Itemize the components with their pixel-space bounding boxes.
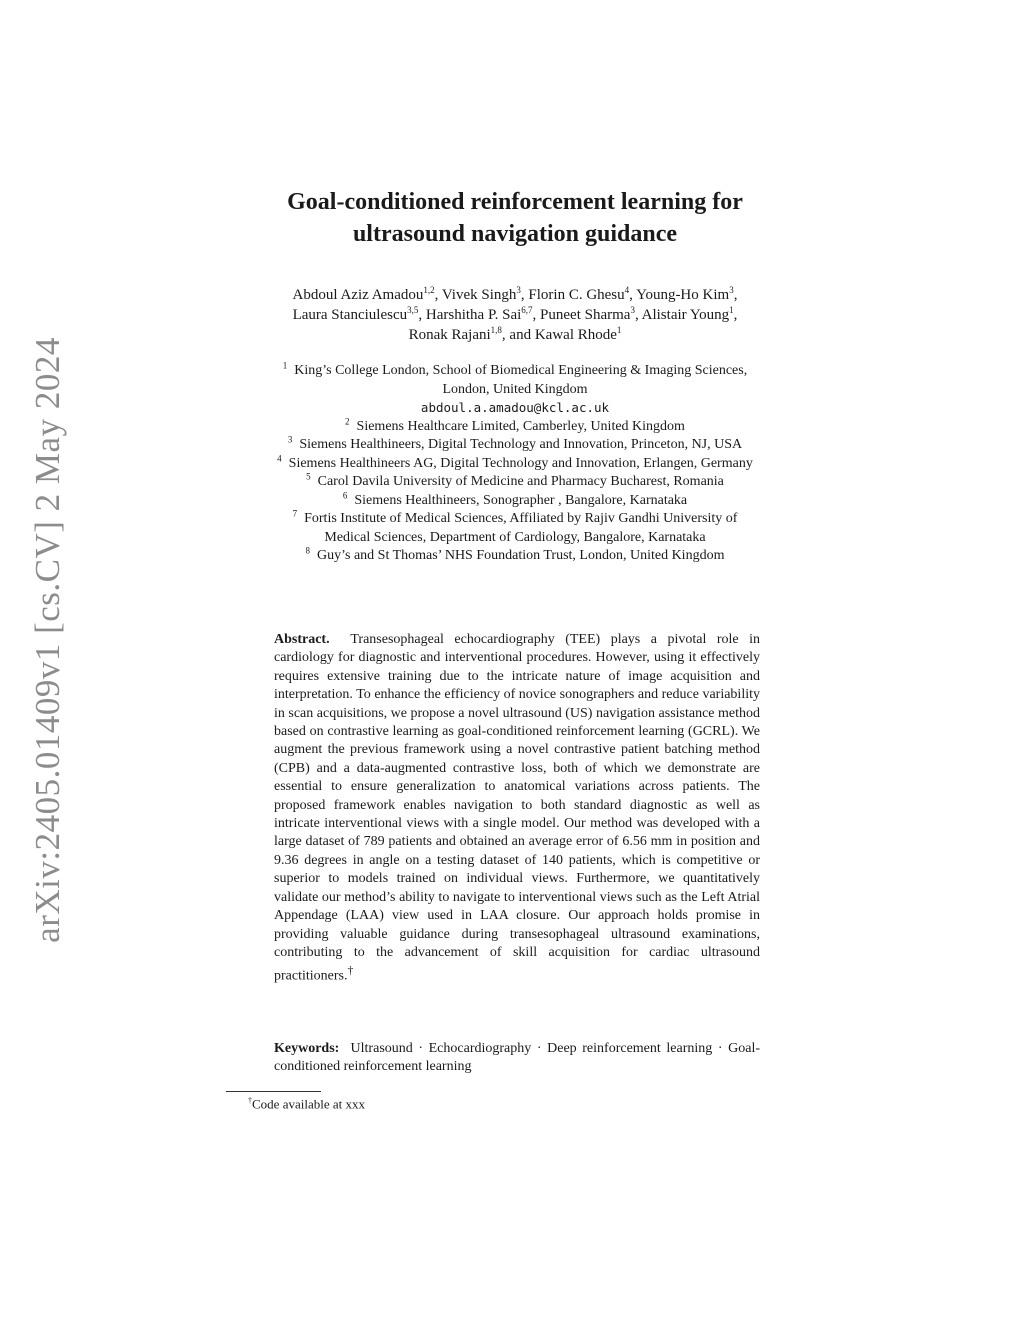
affiliation-1-cont: London, United Kingdom [442,381,588,397]
affil-text: Siemens Healthineers, Digital Technology and Innovation, Princeton, NJ, USA [299,437,743,452]
footnote [248,1096,365,1112]
affil-number: 1 [282,360,288,371]
affil-number: 4 [277,452,282,463]
author-name: Young-Ho Kim [636,287,730,303]
affiliations [160,362,870,566]
affiliation-6 [160,489,870,511]
author-sep: , [418,307,426,323]
author-affil-sup: 1 [616,325,622,335]
author-sep: , [634,307,642,323]
affiliation-1 [160,362,870,381]
author-sep: , [733,287,738,303]
author-affil-sup: 3 [630,305,635,315]
footnote-mark: † [248,1096,252,1105]
authors-line-2 [170,305,860,325]
affil-text: Carol Davila University of Medicine and Pharmacy Bucharest, Romania [317,474,724,489]
arxiv-watermark: arXiv:2405.01409v1 [cs.CV] 2 May 2024 [28,337,67,943]
affil-text: Siemens Healthineers, Sonographer , Bangalore, Karnataka [354,492,688,508]
footnote-text: Code available at xxx [252,1096,365,1112]
title-line-2: ultrasound navigation guidance [352,221,678,247]
affiliation-3 [160,436,870,455]
abstract-dagger: † [347,964,354,978]
keywords [274,1040,760,1077]
author-name: Puneet Sharma [540,307,631,323]
affil-text: Guy’s and St Thomas’ NHS Foundation Trust, London, United Kingdom [317,548,725,563]
affiliation-7 [160,510,870,529]
abstract-text: Transesophageal echocardiography (TEE) plays a pivotal role in cardiology for diagnostic and interventional procedures. However, using it effectively requires extensive training due to the intricate nature of image acquisition and interpretation. To enhance the efficiency of novice sonographers and reduce variability in scan acquisitions, we propose a novel ultrasound (US) navigation assistance method based on contrastive learning as goal-conditioned reinforcement learning (GCRL). We augment the previous framework using a novel contrastive patient batching method (CPB) and a data-augmented contrastive loss, both of which we demonstrate are essential to ensure generalization to anatomical variations across patients. The proposed framework enables navigation to both standard diagnostic as well as intricate interventional views with a single model. Our method was developed with a large dataset of 789 patients and obtained an average error of 6.56 mm in position and 9.36 degrees in angle on a testing dataset of 140 patients, which is competitive or superior to models trained on individual views. Furthermore, we quantitatively validate our method’s ability to navigate to interventional views such as the Left Atrial Appendage (LAA) view used in LAA closure. Our approach holds promise in providing valuable guidance during transesophageal ultrasound examinations, contributing to the advancement of skill acquisition for cardiac ultrasound practitioners. [274,632,761,984]
affiliation-4 [160,452,870,474]
author-name: Abdoul Aziz Amadou [292,287,424,303]
keywords-label: Keywords: [274,1041,340,1056]
author-affil-sup: 3 [516,285,521,295]
affiliation-8 [160,547,870,566]
author-affil-sup: 3,5 [407,305,419,315]
author-sep: , [733,307,738,323]
affil-number: 6 [342,489,348,500]
author-name: Harshitha P. Sai [425,307,522,323]
author-affil-sup: 6,7 [521,305,533,315]
affil-text: Siemens Healthineers AG, Digital Technology and Innovation, Erlangen, Germany [288,455,753,471]
affil-text: Siemens Healthcare Limited, Camberley, United Kingdom [356,418,685,434]
affil-text: King’s College London, School of Biomedical Engineering & Imaging Sciences, [294,363,748,378]
author-name: Laura Stanciulescu [292,307,408,323]
author-affil-sup: 1 [729,305,734,315]
author-name: Florin C. Ghesu [528,287,625,303]
affil-number: 5 [306,471,311,482]
author-name: Alistair Young [641,307,730,323]
affil-number: 8 [305,545,311,556]
footnote-rule [226,1091,321,1092]
abstract-label: Abstract. [274,632,330,647]
affil-number: 2 [345,415,350,426]
affiliation-7-cont: Medical Sciences, Department of Cardiology, Bangalore, Karnataka [324,529,706,545]
author-sep: , and [501,327,535,343]
author-list [170,285,860,345]
affiliation-5 [160,473,870,492]
author-sep: , [434,287,442,303]
author-email[interactable]: abdoul.a.amadou@kcl.ac.uk [420,400,610,415]
author-sep: , [629,287,637,303]
keywords-text: Ultrasound · Echocardiography · Deep reinforcement learning · Goal-conditioned reinforcement learning [274,1041,760,1075]
affil-text: Fortis Institute of Medical Sciences, Affiliated by Rajiv Gandhi University of [304,511,738,526]
author-name: Vivek Singh [441,287,517,303]
title-line-1: Goal-conditioned reinforcement learning for [287,189,743,215]
affiliation-2 [160,415,870,437]
author-affil-sup: 1,8 [490,325,502,335]
authors-line-1 [170,285,860,305]
author-sep: , [520,287,529,303]
author-name: Ronak Rajani [408,327,491,343]
author-affil-sup: 4 [624,285,630,295]
paper-title [200,186,830,250]
authors-line-3 [170,325,860,345]
affil-number: 7 [292,508,298,519]
author-sep: , [532,307,541,323]
abstract [274,631,760,986]
affil-number: 3 [287,434,293,445]
author-affil-sup: 1,2 [423,285,435,295]
author-affil-sup: 3 [729,285,734,295]
author-name: Kawal Rhode [534,327,617,343]
